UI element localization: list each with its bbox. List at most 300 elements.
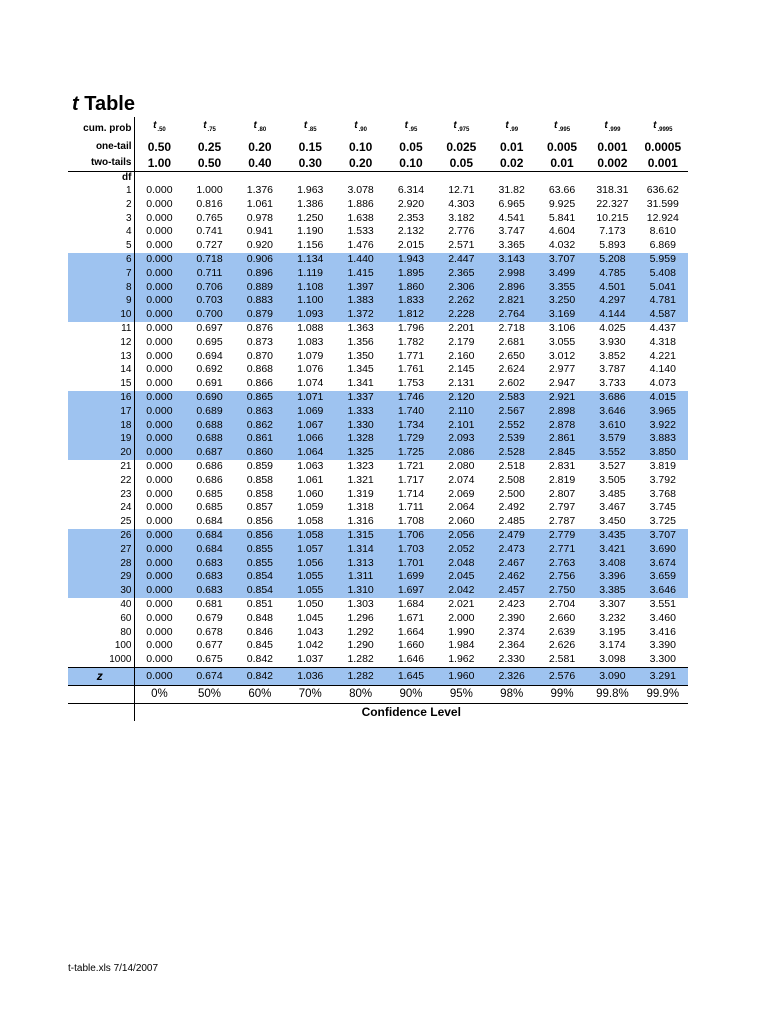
table-cell: 0.000: [146, 597, 173, 610]
df-label: 60: [68, 612, 134, 626]
table-cell: 4.501: [587, 281, 637, 295]
table-cell: 4.604: [548, 225, 576, 238]
table-cell: 1.067: [285, 419, 335, 433]
table-cell: 3.883: [638, 432, 688, 446]
df-label: 9: [68, 294, 134, 308]
table-cell: 2.462: [487, 570, 537, 584]
confidence-value: 99.9%: [638, 685, 688, 703]
z-value: 1.960: [436, 667, 486, 685]
table-cell: 1.315: [335, 529, 385, 543]
table-cell: 3.787: [599, 363, 626, 376]
df-label: 29: [68, 570, 134, 584]
table-cell: 2.807: [548, 487, 576, 500]
table-cell: 1.333: [335, 405, 385, 419]
table-cell: 1.042: [297, 639, 324, 652]
table-cell: 1.058: [297, 515, 324, 528]
table-cell: 3.527: [599, 459, 626, 472]
df-label: 15: [68, 377, 134, 391]
table-cell: 2.080: [448, 459, 475, 472]
table-cell: 0.690: [184, 391, 234, 405]
table-row: [68, 529, 688, 543]
table-cell: 0.876: [246, 321, 274, 334]
table-cell: 0.000: [146, 653, 173, 666]
title-text: Table: [78, 93, 135, 115]
table-cell: 0.695: [196, 335, 223, 348]
empty-cell: [386, 172, 436, 185]
table-cell: 0.000: [134, 570, 184, 584]
table-cell: 2.681: [498, 335, 525, 348]
table-cell: 2.845: [537, 446, 587, 460]
table-cell: 1.660: [397, 639, 425, 652]
table-cell: 1.055: [285, 584, 335, 598]
table-cell: 3.300: [649, 653, 676, 666]
one-tail-value: 0.005: [547, 140, 578, 154]
table-cell: 0.683: [184, 584, 234, 598]
table-cell: 3.416: [649, 625, 676, 638]
table-cell: 3.690: [638, 543, 688, 557]
table-cell: 0.700: [184, 308, 234, 322]
z-value: 2.326: [487, 667, 537, 685]
table-cell: 4.032: [548, 239, 576, 252]
table-cell: 1.250: [297, 211, 324, 224]
table-cell: 0.675: [196, 653, 223, 666]
table-cell: 3.646: [587, 405, 637, 419]
row-label-df: df: [68, 172, 134, 185]
table-cell: 0.683: [184, 557, 234, 571]
title-italic-t: t: [72, 93, 79, 115]
z-value: 3.291: [638, 667, 688, 685]
column-subscript: .90: [358, 127, 367, 133]
table-cell: 3.421: [587, 543, 637, 557]
table-cell: 4.303: [448, 197, 475, 210]
header-row-one-tail: [68, 139, 688, 155]
table-cell: 0.851: [246, 597, 274, 610]
file-footer: t-table.xls 7/14/2007: [68, 963, 159, 974]
table-cell: 2.581: [548, 653, 576, 666]
table-cell: 0.857: [246, 501, 274, 514]
table-cell: 0.691: [196, 377, 223, 390]
table-cell: 1.061: [297, 473, 324, 486]
table-cell: 1.055: [285, 570, 335, 584]
table-cell: 3.551: [649, 597, 676, 610]
table-cell: 2.120: [436, 391, 486, 405]
table-cell: 1.066: [285, 432, 335, 446]
column-symbol: t: [653, 120, 657, 131]
table-cell: 1.356: [347, 335, 374, 348]
table-cell: 3.674: [638, 557, 688, 571]
confidence-level-label: Confidence Level: [361, 704, 461, 719]
table-cell: 0.896: [235, 267, 285, 281]
table-row: [68, 198, 688, 212]
one-tail-value: 0.50: [147, 140, 172, 154]
table-cell: 2.064: [448, 501, 475, 514]
table-cell: 1.074: [297, 377, 324, 390]
df-label: 8: [68, 281, 134, 295]
z-value: 1.282: [335, 667, 385, 685]
column-symbol: t: [354, 120, 358, 131]
table-cell: 0.858: [246, 473, 274, 486]
table-cell: 0.683: [184, 570, 234, 584]
table-cell: 3.307: [599, 597, 626, 610]
table-cell: 1.056: [285, 557, 335, 571]
table-cell: 2.086: [436, 446, 486, 460]
table-cell: 3.143: [487, 253, 537, 267]
table-cell: 1.753: [397, 377, 425, 390]
table-cell: 1.313: [335, 557, 385, 571]
table-cell: 1.638: [347, 211, 374, 224]
column-subscript: .975: [457, 127, 470, 133]
df-label: 80: [68, 626, 134, 640]
table-cell: 1.310: [335, 584, 385, 598]
table-cell: 0.000: [146, 335, 173, 348]
table-cell: 0.000: [146, 363, 173, 376]
df-label: 40: [68, 598, 134, 612]
table-cell: 0.000: [134, 308, 184, 322]
df-label: 6: [68, 253, 134, 267]
one-tail-value: 0.025: [446, 140, 477, 154]
table-cell: 1.740: [386, 405, 436, 419]
column-header-t: [436, 117, 486, 139]
column-header-t: [638, 117, 688, 139]
empty-cell: [638, 172, 688, 185]
table-row: [68, 557, 688, 571]
table-cell: 3.930: [599, 335, 626, 348]
table-row: [68, 419, 688, 433]
table-cell: 2.819: [548, 473, 576, 486]
table-cell: 2.374: [498, 625, 525, 638]
column-header-t: [537, 117, 587, 139]
t-table-container: [68, 117, 688, 721]
table-cell: 1.703: [386, 543, 436, 557]
table-cell: 1.330: [335, 419, 385, 433]
table-cell: 1.397: [335, 281, 385, 295]
table-cell: 1.415: [335, 267, 385, 281]
row-label-cum-prob: cum. prob: [68, 117, 134, 139]
table-cell: 0.855: [235, 557, 285, 571]
table-cell: 3.408: [587, 557, 637, 571]
table-cell: 636.62: [646, 184, 679, 196]
column-subscript: .95: [408, 127, 418, 133]
df-label: 23: [68, 488, 134, 502]
table-cell: 3.659: [638, 570, 688, 584]
table-cell: 1.060: [297, 487, 324, 500]
table-cell: 2.602: [498, 377, 525, 390]
table-cell: 1.314: [335, 543, 385, 557]
table-cell: 1.943: [386, 253, 436, 267]
table-cell: 2.447: [436, 253, 486, 267]
table-cell: 0.858: [246, 487, 274, 500]
table-cell: 1.697: [386, 584, 436, 598]
table-cell: 1.063: [297, 459, 324, 472]
table-cell: 2.160: [448, 349, 475, 362]
table-cell: 31.599: [646, 197, 679, 210]
table-cell: 0.678: [196, 625, 223, 638]
table-cell: 3.195: [599, 625, 626, 638]
table-cell: 3.182: [448, 211, 475, 224]
table-cell: 3.098: [599, 653, 626, 666]
table-cell: 3.106: [548, 321, 576, 334]
table-cell: 1.962: [448, 653, 475, 666]
table-cell: 2.508: [498, 473, 525, 486]
two-tails-value: 0.002: [597, 156, 628, 170]
table-row: [68, 460, 688, 474]
table-cell: 2.467: [487, 557, 537, 571]
column-symbol: t: [203, 120, 207, 131]
table-cell: 0.000: [146, 349, 173, 362]
table-cell: 0.703: [184, 294, 234, 308]
df-label: 22: [68, 474, 134, 488]
table-cell: 4.025: [599, 321, 626, 334]
table-cell: 6.314: [397, 184, 425, 196]
table-cell: 1.108: [285, 281, 335, 295]
table-cell: 0.000: [134, 557, 184, 571]
table-cell: 0.856: [246, 515, 274, 528]
table-cell: 0.000: [146, 625, 173, 638]
table-cell: 1.706: [386, 529, 436, 543]
table-cell: 2.921: [537, 391, 587, 405]
two-tails-value: 0.40: [248, 156, 272, 170]
table-cell: 4.144: [587, 308, 637, 322]
table-cell: 1.100: [285, 294, 335, 308]
two-tails-value: 0.001: [647, 156, 678, 170]
table-cell: 0.870: [246, 349, 274, 362]
one-tail-value: 0.001: [597, 140, 628, 154]
table-cell: 2.639: [548, 625, 576, 638]
table-row: [68, 212, 688, 226]
table-cell: 1.376: [246, 184, 274, 196]
table-cell: 2.485: [498, 515, 525, 528]
z-value: 0.000: [134, 667, 184, 685]
table-cell: 2.787: [548, 515, 576, 528]
table-cell: 1.190: [297, 225, 324, 238]
table-cell: 22.327: [596, 197, 629, 210]
table-cell: 4.781: [638, 294, 688, 308]
table-cell: 0.000: [134, 391, 184, 405]
table-row: [68, 294, 688, 308]
table-cell: 0.697: [196, 321, 223, 334]
header-row-df: [68, 172, 688, 185]
table-cell: 0.718: [184, 253, 234, 267]
table-cell: 0.000: [146, 184, 173, 196]
table-cell: 0.684: [196, 515, 223, 528]
table-cell: 2.021: [448, 597, 475, 610]
table-cell: 0.000: [134, 267, 184, 281]
table-cell: 3.747: [498, 225, 525, 238]
column-symbol: t: [303, 120, 308, 131]
table-cell: 0.978: [246, 211, 274, 224]
table-cell: 0.694: [196, 349, 223, 362]
table-row: [68, 501, 688, 515]
table-cell: 2.660: [548, 611, 576, 624]
table-cell: 1.721: [397, 459, 425, 472]
table-row: [68, 363, 688, 377]
table-row: [68, 446, 688, 460]
table-cell: 1.771: [397, 349, 425, 362]
table-cell: 2.797: [548, 501, 576, 514]
two-tails-value: 0.30: [298, 156, 322, 170]
df-label: 24: [68, 501, 134, 515]
table-cell: 2.423: [498, 597, 525, 610]
table-row: [68, 350, 688, 364]
table-cell: 2.821: [487, 294, 537, 308]
table-cell: 1.323: [347, 459, 374, 472]
table-cell: 1.341: [347, 377, 374, 390]
df-label: 18: [68, 419, 134, 433]
table-cell: 3.552: [587, 446, 637, 460]
z-value: 0.842: [235, 667, 285, 685]
z-value: 1.036: [285, 667, 335, 685]
table-cell: 1.476: [347, 239, 374, 252]
table-cell: 1.059: [297, 501, 324, 514]
table-cell: 1.729: [386, 432, 436, 446]
table-cell: 2.145: [448, 363, 475, 376]
table-cell: 0.879: [235, 308, 285, 322]
table-cell: 3.768: [649, 487, 676, 500]
table-cell: 0.685: [196, 487, 223, 500]
column-subscript: .9995: [657, 127, 673, 133]
table-cell: 1.684: [397, 597, 425, 610]
table-cell: 7.173: [599, 225, 626, 238]
table-cell: 1.796: [397, 321, 425, 334]
table-cell: 10.215: [596, 211, 629, 224]
table-cell: 2.060: [448, 515, 475, 528]
df-label: 4: [68, 225, 134, 239]
table-cell: 0.741: [196, 225, 223, 238]
table-cell: 0.873: [246, 335, 274, 348]
column-symbol: t: [453, 120, 457, 131]
df-label: 11: [68, 322, 134, 336]
df-label: 25: [68, 515, 134, 529]
table-cell: 2.390: [498, 611, 525, 624]
table-row: [68, 474, 688, 488]
table-cell: 2.179: [448, 335, 475, 348]
table-cell: 2.479: [487, 529, 537, 543]
table-cell: 0.000: [134, 584, 184, 598]
empty-cell: [537, 172, 587, 185]
table-cell: 2.365: [436, 267, 486, 281]
two-tails-value: 0.02: [500, 156, 524, 170]
table-cell: 1.714: [397, 487, 425, 500]
table-cell: 3.792: [649, 473, 676, 486]
table-cell: 3.733: [599, 377, 626, 390]
table-cell: 1.984: [448, 639, 475, 652]
confidence-value: 60%: [235, 685, 285, 703]
table-cell: 0.000: [146, 225, 173, 238]
column-header-t: [285, 117, 335, 139]
table-cell: 1.345: [347, 363, 374, 376]
table-cell: 9.925: [548, 197, 576, 210]
table-cell: 0.855: [235, 543, 285, 557]
column-subscript: .50: [157, 127, 166, 133]
table-cell: 3.646: [638, 584, 688, 598]
table-cell: 1.061: [246, 197, 274, 210]
df-label: 10: [68, 308, 134, 322]
table-cell: 5.408: [638, 267, 688, 281]
table-cell: 0.000: [146, 377, 173, 390]
table-cell: 1.646: [397, 653, 425, 666]
column-subscript: .999: [608, 127, 621, 133]
column-header-t: [587, 117, 637, 139]
table-cell: 0.000: [134, 405, 184, 419]
table-row: [68, 598, 688, 612]
table-cell: 3.745: [649, 501, 676, 514]
table-cell: 1.292: [347, 625, 374, 638]
df-label: 1: [68, 184, 134, 198]
df-label: 100: [68, 639, 134, 653]
table-row: [68, 308, 688, 322]
table-cell: 0.000: [146, 611, 173, 624]
one-tail-value: 0.05: [399, 140, 423, 154]
table-cell: 2.878: [537, 419, 587, 433]
table-cell: 3.467: [599, 501, 626, 514]
table-cell: 0.863: [235, 405, 285, 419]
table-cell: 3.965: [638, 405, 688, 419]
empty-cell: [335, 172, 385, 185]
df-label: 5: [68, 239, 134, 253]
table-cell: 4.785: [587, 267, 637, 281]
one-tail-value: 0.25: [197, 140, 222, 154]
table-cell: 0.000: [146, 501, 173, 514]
table-cell: 3.610: [587, 419, 637, 433]
table-cell: 2.052: [436, 543, 486, 557]
table-row: [68, 239, 688, 253]
header-row-cum-prob: [68, 117, 688, 139]
table-cell: 2.920: [397, 197, 425, 210]
table-cell: 3.055: [548, 335, 576, 348]
column-symbol: t: [554, 120, 558, 131]
confidence-value: 99%: [537, 685, 587, 703]
table-cell: 5.841: [548, 211, 576, 224]
table-cell: 3.852: [599, 349, 626, 362]
table-cell: 6.965: [498, 197, 525, 210]
table-row: [68, 488, 688, 502]
table-cell: 2.571: [448, 239, 475, 252]
table-cell: 0.862: [235, 419, 285, 433]
one-tail-value: 0.0005: [644, 140, 682, 154]
table-cell: 0.688: [184, 419, 234, 433]
table-cell: 5.208: [587, 253, 637, 267]
table-cell: 0.000: [146, 459, 173, 472]
table-cell: 0.000: [134, 529, 184, 543]
table-cell: 0.868: [246, 363, 274, 376]
table-cell: 1.782: [397, 335, 425, 348]
table-cell: 2.947: [548, 377, 576, 390]
table-cell: 1.083: [297, 335, 324, 348]
table-cell: 0.000: [134, 253, 184, 267]
table-cell: 0.889: [235, 281, 285, 295]
table-cell: 0.861: [235, 432, 285, 446]
table-row: [68, 612, 688, 626]
table-cell: 0.000: [146, 473, 173, 486]
table-cell: 4.297: [587, 294, 637, 308]
two-tails-value: 0.50: [197, 156, 222, 170]
table-cell: 1.050: [297, 597, 324, 610]
confidence-value: 90%: [386, 685, 436, 703]
table-row: [68, 391, 688, 405]
table-cell: 2.131: [448, 377, 475, 390]
table-cell: 12.924: [646, 211, 679, 224]
table-cell: 1.761: [397, 363, 425, 376]
table-cell: 3.174: [599, 639, 626, 652]
table-cell: 1.734: [386, 419, 436, 433]
table-cell: 0.000: [134, 446, 184, 460]
df-label: 30: [68, 584, 134, 598]
table-cell: 2.201: [448, 321, 475, 334]
row-label-two-tails: two-tails: [68, 155, 134, 172]
table-cell: 1.296: [347, 611, 374, 624]
table-cell: 0.000: [146, 487, 173, 500]
table-row: [68, 432, 688, 446]
